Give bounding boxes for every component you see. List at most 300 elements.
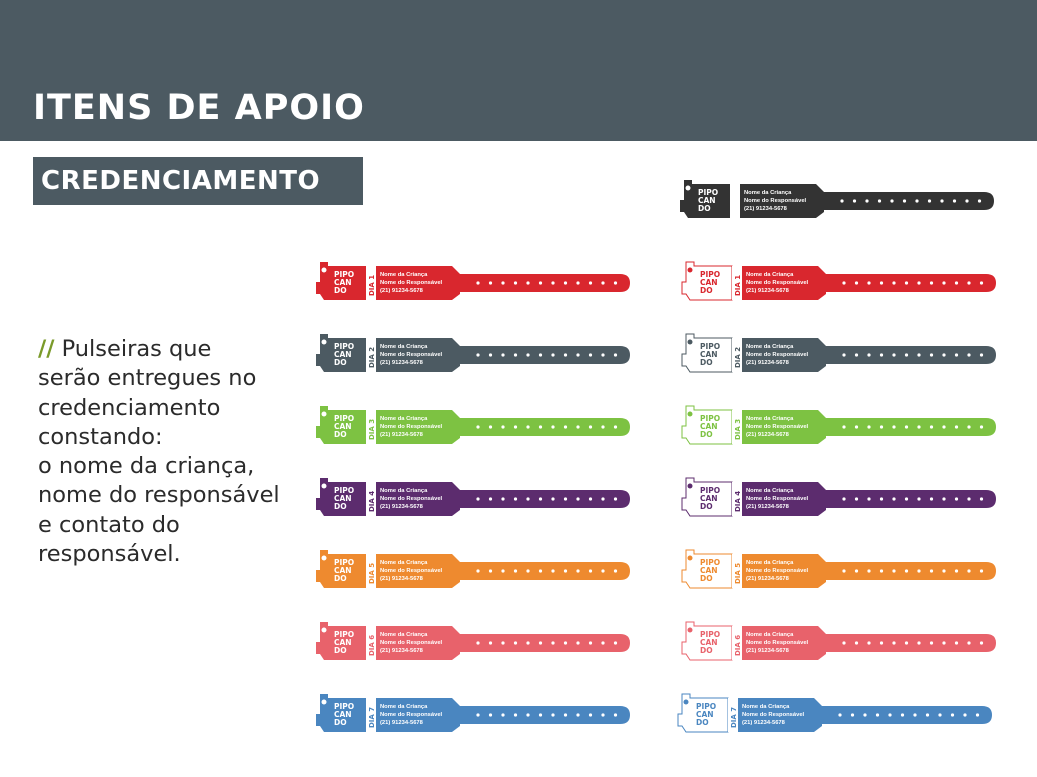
strap-hole	[551, 641, 554, 644]
strap-hole	[917, 641, 920, 644]
strap-hole	[601, 425, 604, 428]
day-label: DIA 7	[368, 706, 376, 728]
strap-hole	[514, 281, 517, 284]
day-label: DIA 6	[734, 634, 742, 656]
strap-hole	[842, 353, 845, 356]
strap-hole	[917, 425, 920, 428]
logo-text: CAN	[334, 350, 352, 359]
strap-hole	[980, 569, 983, 572]
strap-hole	[980, 353, 983, 356]
strap-hole	[880, 641, 883, 644]
info-line: (21) 91234-5678	[746, 576, 789, 582]
strap-hole	[953, 199, 956, 202]
logo-text: DO	[334, 646, 347, 655]
description-line: serão entregues no	[38, 365, 257, 392]
info-line: (21) 91234-5678	[746, 504, 789, 510]
logo-text: CAN	[334, 638, 352, 647]
logo-text: PIPO	[334, 486, 355, 495]
info-line: Nome da Criança	[380, 560, 428, 566]
strap-hole	[917, 353, 920, 356]
strap-hole	[892, 641, 895, 644]
strap-hole	[955, 353, 958, 356]
strap-hole	[892, 425, 895, 428]
strap-hole	[967, 281, 970, 284]
logo-text: PIPO	[334, 702, 355, 711]
strap-hole	[942, 353, 945, 356]
strap-hole	[514, 497, 517, 500]
strap-hole	[967, 425, 970, 428]
strap-hole	[601, 281, 604, 284]
strap-hole	[955, 281, 958, 284]
strap-hole	[526, 713, 529, 716]
strap-hole	[905, 353, 908, 356]
strap-hole	[514, 641, 517, 644]
logo-text: CAN	[334, 422, 352, 431]
strap-hole	[851, 713, 854, 716]
slashes-decoration: //	[38, 336, 55, 362]
strap-hole	[855, 497, 858, 500]
strap-hole	[867, 497, 870, 500]
strap-hole	[489, 281, 492, 284]
strap-hole	[853, 199, 856, 202]
info-line: (21) 91234-5678	[746, 432, 789, 438]
strap-hole	[967, 497, 970, 500]
logo-text: PIPO	[700, 486, 721, 495]
strap-hole	[514, 713, 517, 716]
info-line: Nome da Criança	[380, 416, 428, 422]
logo-text: PIPO	[700, 270, 721, 279]
strap-hole	[551, 425, 554, 428]
strap-hole	[905, 569, 908, 572]
description-line: e contato do	[38, 511, 180, 538]
strap-hole	[589, 497, 592, 500]
info-line: Nome da Criança	[742, 704, 790, 710]
strap-hole	[489, 713, 492, 716]
wristband	[314, 476, 632, 524]
tab-hole	[322, 484, 327, 489]
strap-hole	[880, 425, 883, 428]
wristband	[314, 620, 632, 668]
strap-hole	[526, 497, 529, 500]
logo-text: CAN	[700, 278, 718, 287]
description-line: credenciamento	[38, 394, 221, 421]
strap-hole	[514, 569, 517, 572]
strap-hole	[539, 641, 542, 644]
strap-hole	[489, 497, 492, 500]
wristband	[680, 332, 998, 380]
tab-hole	[322, 268, 327, 273]
day-label: DIA 4	[368, 490, 376, 512]
strap-hole	[942, 425, 945, 428]
logo-text: CAN	[700, 494, 718, 503]
strap-hole	[978, 199, 981, 202]
info-line: Nome do Responsável	[380, 712, 443, 718]
logo-text: DO	[698, 204, 711, 213]
info-line: (21) 91234-5678	[380, 504, 423, 510]
strap-hole	[526, 425, 529, 428]
strap-hole	[867, 641, 870, 644]
wristband	[314, 332, 632, 380]
strap-hole	[938, 713, 941, 716]
strap-hole	[917, 497, 920, 500]
info-line: Nome da Criança	[746, 560, 794, 566]
strap-hole	[901, 713, 904, 716]
strap-hole	[526, 569, 529, 572]
info-line: Nome da Criança	[380, 704, 428, 710]
strap-hole	[842, 281, 845, 284]
logo-text: CAN	[696, 710, 714, 719]
strap-hole	[880, 497, 883, 500]
strap-hole	[892, 281, 895, 284]
strap-hole	[876, 713, 879, 716]
day-label: DIA 1	[734, 274, 742, 296]
strap-hole	[905, 497, 908, 500]
info-line: Nome do Responsável	[746, 352, 809, 358]
info-line: (21) 91234-5678	[380, 360, 423, 366]
strap-hole	[576, 425, 579, 428]
strap-hole	[614, 497, 617, 500]
logo-text: DO	[700, 502, 713, 511]
tab-hole	[322, 628, 327, 633]
strap-hole	[589, 353, 592, 356]
info-line: Nome da Criança	[380, 272, 428, 278]
strap-hole	[564, 425, 567, 428]
strap-hole	[838, 713, 841, 716]
info-line: (21) 91234-5678	[742, 720, 785, 726]
strap-hole	[955, 425, 958, 428]
logo-text: CAN	[700, 638, 718, 647]
strap-hole	[867, 281, 870, 284]
strap-hole	[501, 713, 504, 716]
description-line: nome do responsável	[38, 482, 280, 509]
day-label: DIA 2	[734, 346, 742, 368]
logo-text: PIPO	[696, 702, 717, 711]
strap-hole	[880, 281, 883, 284]
strap-hole	[576, 353, 579, 356]
logo-text: DO	[334, 574, 347, 583]
strap-hole	[589, 281, 592, 284]
strap-hole	[501, 281, 504, 284]
strap-hole	[930, 353, 933, 356]
strap-hole	[589, 641, 592, 644]
logo-text: CAN	[700, 350, 718, 359]
wristband	[680, 476, 998, 524]
logo-text: DO	[700, 646, 713, 655]
strap-hole	[489, 569, 492, 572]
strap-hole	[539, 281, 542, 284]
strap-hole	[476, 497, 479, 500]
logo-text: DO	[700, 358, 713, 367]
logo-text: DO	[334, 358, 347, 367]
strap-hole	[526, 281, 529, 284]
strap-hole	[564, 569, 567, 572]
strap-hole	[489, 353, 492, 356]
logo-text: CAN	[700, 566, 718, 575]
strap-hole	[951, 713, 954, 716]
logo-text: PIPO	[334, 414, 355, 423]
strap-hole	[930, 569, 933, 572]
description-line: responsável.	[38, 541, 181, 568]
strap-hole	[514, 353, 517, 356]
strap-hole	[878, 199, 881, 202]
strap-hole	[539, 569, 542, 572]
strap-hole	[601, 497, 604, 500]
strap-hole	[539, 353, 542, 356]
logo-text: DO	[334, 718, 347, 727]
info-line: Nome do Responsável	[742, 712, 805, 718]
strap-hole	[476, 713, 479, 716]
wristband	[314, 692, 632, 740]
logo-text: CAN	[700, 422, 718, 431]
info-line: (21) 91234-5678	[746, 648, 789, 654]
day-label: DIA 1	[368, 274, 376, 296]
strap-hole	[903, 199, 906, 202]
strap-hole	[476, 425, 479, 428]
strap-hole	[863, 713, 866, 716]
strap-hole	[926, 713, 929, 716]
tab-hole	[322, 412, 327, 417]
wristband	[314, 260, 632, 308]
wristband	[314, 404, 632, 452]
description-line: o nome da criança,	[38, 453, 255, 480]
strap-hole	[955, 641, 958, 644]
logo-text: PIPO	[334, 342, 355, 351]
wristband	[680, 404, 998, 452]
strap-hole	[942, 641, 945, 644]
day-label: DIA 2	[368, 346, 376, 368]
logo-text: CAN	[698, 196, 716, 205]
info-line: Nome do Responsável	[746, 280, 809, 286]
info-line: Nome do Responsável	[746, 568, 809, 574]
day-label: DIA 4	[734, 490, 742, 512]
logo-text: PIPO	[700, 558, 721, 567]
logo-text: CAN	[334, 710, 352, 719]
strap-hole	[614, 353, 617, 356]
strap-hole	[905, 641, 908, 644]
strap-hole	[880, 569, 883, 572]
strap-hole	[564, 281, 567, 284]
strap-hole	[930, 281, 933, 284]
logo-text: DO	[700, 574, 713, 583]
strap-hole	[892, 497, 895, 500]
info-line: (21) 91234-5678	[380, 432, 423, 438]
tab-hole	[322, 340, 327, 345]
info-line: (21) 91234-5678	[380, 576, 423, 582]
strap-hole	[917, 281, 920, 284]
strap-hole	[867, 353, 870, 356]
day-label: DIA 5	[368, 562, 376, 584]
strap-hole	[942, 497, 945, 500]
info-line: Nome do Responsável	[746, 640, 809, 646]
strap-hole	[564, 713, 567, 716]
day-label: DIA 6	[368, 634, 376, 656]
tab-hole	[688, 340, 693, 345]
strap-hole	[539, 713, 542, 716]
strap-hole	[576, 569, 579, 572]
info-line: Nome da Criança	[380, 344, 428, 350]
wristband	[314, 548, 632, 596]
strap-hole	[476, 569, 479, 572]
description-line: // Pulseiras que	[38, 336, 212, 362]
strap-hole	[614, 713, 617, 716]
strap-hole	[980, 281, 983, 284]
strap-hole	[564, 497, 567, 500]
strap-hole	[865, 199, 868, 202]
wristband	[680, 260, 998, 308]
section-label: CREDENCIAMENTO	[41, 166, 321, 196]
info-line: Nome da Criança	[380, 632, 428, 638]
strap-hole	[551, 353, 554, 356]
strap-hole	[880, 353, 883, 356]
strap-hole	[855, 641, 858, 644]
header-bar	[0, 0, 1037, 141]
info-line: Nome do Responsável	[746, 424, 809, 430]
strap-hole	[601, 569, 604, 572]
day-label: DIA 5	[734, 562, 742, 584]
info-line: (21) 91234-5678	[380, 720, 423, 726]
logo-text: CAN	[334, 566, 352, 575]
strap-hole	[551, 281, 554, 284]
info-line: Nome do Responsável	[746, 496, 809, 502]
info-line: (21) 91234-5678	[746, 288, 789, 294]
info-line: Nome do Responsável	[744, 198, 807, 204]
strap-hole	[551, 497, 554, 500]
strap-hole	[501, 497, 504, 500]
strap-hole	[551, 569, 554, 572]
strap-hole	[930, 497, 933, 500]
tab-hole	[688, 484, 693, 489]
strap-hole	[892, 569, 895, 572]
logo-text: DO	[696, 718, 709, 727]
strap-hole	[867, 569, 870, 572]
strap-hole	[888, 713, 891, 716]
strap-hole	[601, 641, 604, 644]
logo-text: CAN	[334, 278, 352, 287]
wristband	[678, 178, 996, 226]
strap-hole	[892, 353, 895, 356]
strap-hole	[576, 641, 579, 644]
logo-text: CAN	[334, 494, 352, 503]
strap-hole	[476, 353, 479, 356]
strap-hole	[564, 353, 567, 356]
strap-hole	[539, 425, 542, 428]
info-line: Nome da Criança	[746, 272, 794, 278]
info-line: Nome da Criança	[746, 632, 794, 638]
strap-hole	[601, 353, 604, 356]
strap-hole	[967, 641, 970, 644]
logo-text: PIPO	[334, 558, 355, 567]
tab-hole	[684, 700, 689, 705]
logo-text: DO	[334, 430, 347, 439]
strap-hole	[965, 199, 968, 202]
info-line: Nome do Responsável	[380, 496, 443, 502]
strap-hole	[501, 425, 504, 428]
tab-hole	[688, 268, 693, 273]
info-line: (21) 91234-5678	[744, 206, 787, 212]
day-label: DIA 3	[734, 418, 742, 440]
tab-hole	[322, 556, 327, 561]
strap-hole	[576, 281, 579, 284]
wristband	[676, 692, 994, 740]
strap-hole	[942, 281, 945, 284]
strap-hole	[614, 281, 617, 284]
strap-hole	[942, 569, 945, 572]
strap-hole	[980, 641, 983, 644]
strap-hole	[890, 199, 893, 202]
strap-hole	[514, 425, 517, 428]
tab-hole	[686, 186, 691, 191]
strap-hole	[967, 353, 970, 356]
strap-hole	[501, 641, 504, 644]
strap-hole	[917, 569, 920, 572]
strap-hole	[963, 713, 966, 716]
strap-hole	[842, 641, 845, 644]
strap-hole	[539, 497, 542, 500]
strap-hole	[489, 425, 492, 428]
logo-text: DO	[334, 502, 347, 511]
strap-hole	[576, 497, 579, 500]
strap-hole	[867, 425, 870, 428]
strap-hole	[589, 569, 592, 572]
logo-text: PIPO	[700, 630, 721, 639]
strap-hole	[614, 425, 617, 428]
info-line: Nome da Criança	[746, 416, 794, 422]
strap-hole	[601, 713, 604, 716]
strap-hole	[476, 641, 479, 644]
day-label: DIA 7	[730, 706, 738, 728]
strap-hole	[855, 281, 858, 284]
strap-hole	[551, 713, 554, 716]
strap-hole	[940, 199, 943, 202]
info-line: (21) 91234-5678	[746, 360, 789, 366]
strap-hole	[930, 641, 933, 644]
strap-hole	[589, 425, 592, 428]
info-line: (21) 91234-5678	[380, 288, 423, 294]
info-line: Nome do Responsável	[380, 424, 443, 430]
day-label: DIA 3	[368, 418, 376, 440]
strap-hole	[980, 497, 983, 500]
info-line: Nome da Criança	[746, 344, 794, 350]
tab-hole	[688, 412, 693, 417]
strap-hole	[855, 569, 858, 572]
logo-text: PIPO	[700, 342, 721, 351]
info-line: Nome da Criança	[380, 488, 428, 494]
tab-hole	[688, 628, 693, 633]
strap-hole	[842, 425, 845, 428]
strap-hole	[855, 353, 858, 356]
info-line: Nome da Criança	[744, 190, 792, 196]
strap-hole	[564, 641, 567, 644]
day-strip	[730, 184, 740, 218]
strap-hole	[915, 199, 918, 202]
logo-text: PIPO	[334, 270, 355, 279]
strap-hole	[526, 353, 529, 356]
strap-hole	[589, 713, 592, 716]
strap-hole	[980, 425, 983, 428]
strap-hole	[930, 425, 933, 428]
strap-hole	[614, 641, 617, 644]
page-title: ITENS DE APOIO	[33, 88, 365, 128]
strap-hole	[840, 199, 843, 202]
info-line: Nome do Responsável	[380, 640, 443, 646]
strap-hole	[976, 713, 979, 716]
info-line: Nome do Responsável	[380, 280, 443, 286]
strap-hole	[476, 281, 479, 284]
logo-text: PIPO	[698, 188, 719, 197]
info-line: Nome da Criança	[746, 488, 794, 494]
wristband	[680, 620, 998, 668]
wristband	[680, 548, 998, 596]
